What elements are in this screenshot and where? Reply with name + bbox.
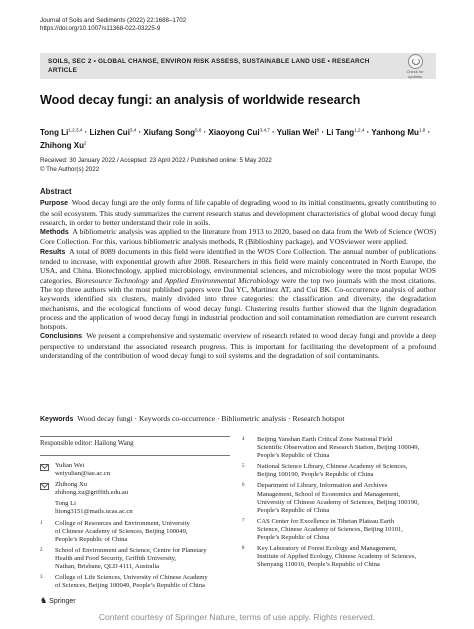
affiliation-number: 5 xyxy=(242,464,245,470)
keywords-text: Wood decay fungi · Keywords co-occurrence · Bibliometric analysis · Research hotspot xyxy=(77,414,345,423)
author[interactable]: Lizhen Cui$^{3,4}$ xyxy=(89,127,137,137)
publisher-name: Springer xyxy=(49,598,76,605)
affiliation-line: Tong Li xyxy=(55,500,76,508)
affiliation-number: 2 xyxy=(40,547,43,553)
affiliation-entry xyxy=(242,482,437,514)
affiliation-number: 3 xyxy=(40,575,43,581)
journal-citation: Journal of Soils and Sediments (2022) 22:1688–1702 xyxy=(40,17,187,24)
envelope-icon[interactable] xyxy=(40,464,49,471)
affiliation-line: Nathan, Brisbane, QLD 4111, Australia xyxy=(55,563,160,571)
author-list: Tong Li$^{1,2,3,4}$ · Lizhen Cui$^{3,4}$ · Xiufang Song$^{5,6}$ · Xiaoyong Cui$^{3,4,7}$ · Yulian Wei$^8$ · Li Tang$^{1,2,4}$ · Yanhong Mu$^{1,8}$ · Zhihong Xu$^2$ xyxy=(40,127,431,151)
doi-link[interactable]: https://doi.org/10.1007/s11368-022-03225-9 xyxy=(40,25,161,32)
affiliation-number: 8 xyxy=(242,546,245,552)
affiliation-number: 1 xyxy=(40,520,43,526)
journal-header xyxy=(40,17,186,33)
affiliation-line: People’s Republic of China xyxy=(55,535,128,543)
affiliation-line: Science, Chinese Academy of Sciences, Beijing 10101, xyxy=(257,525,403,533)
affiliation-entry xyxy=(242,436,437,460)
affiliation-number: 7 xyxy=(242,518,245,524)
affiliation-line: Beijing 100190, People’s Republic of China xyxy=(257,471,374,479)
affiliation-line: Management, School of Economics and Management, xyxy=(257,490,401,498)
affiliation-line: Shenyang 110016, People’s Republic of China xyxy=(257,561,380,569)
affiliation-line: Key Laboratory of Forest Ecology and Management, xyxy=(257,545,397,553)
affiliations-left xyxy=(40,462,235,593)
corresponding-author xyxy=(40,462,235,478)
affiliation-entry xyxy=(40,574,235,590)
footnote-divider-2 xyxy=(40,455,230,456)
affiliation-number: 4 xyxy=(242,437,245,442)
affiliation-line: People’s Republic of China xyxy=(257,506,330,514)
affiliation-line: Health and Food Security, Griffith University, xyxy=(55,554,177,562)
affiliation-line[interactable]: zhihong.xu@griffith.edu.au xyxy=(55,489,129,497)
check-for-updates-badge[interactable] xyxy=(400,54,430,79)
affiliation-line: Beijing Yanshan Earth Critical Zone National Field xyxy=(257,436,393,443)
affiliation-line: Scientific Observation and Research Station, Beijing 100049, xyxy=(257,444,420,452)
courtesy-notice: Content courtesy of Springer Nature, terms of use apply. Rights reserved. xyxy=(98,612,376,622)
author[interactable]: Li Tang$^{1,2,4}$ xyxy=(326,127,365,137)
author[interactable]: Yanhong Mu$^{1,8}$ xyxy=(371,127,426,137)
affiliation-entry xyxy=(40,520,235,544)
author[interactable]: Yulian Wei$^8$ xyxy=(276,127,320,137)
affiliation-line[interactable]: weiyulian@iae.ac.cn xyxy=(55,470,111,478)
affiliation-line: People’s Republic of China xyxy=(257,534,330,542)
springer-horse-icon: ♞ xyxy=(40,596,48,605)
affiliation-entry xyxy=(40,547,235,571)
affiliation-line[interactable]: litong3151@mails.ucas.ac.cn xyxy=(55,508,133,516)
keywords-label: Keywords xyxy=(40,416,74,423)
affiliation-line: of Chinese Academy of Sciences, Beijing 100049, xyxy=(55,527,188,535)
affiliation-line: University of Chinese Academy of Sciences, Beijing 100190, xyxy=(257,498,420,506)
author[interactable]: Zhihong Xu$^2$ xyxy=(40,140,87,151)
affiliation-line: College of Resources and Environment, University xyxy=(55,519,190,527)
envelope-icon[interactable] xyxy=(40,483,49,490)
affiliation-line: of Sciences, Beijing 100049, People’s Republic of China xyxy=(55,582,205,590)
affiliation-entry xyxy=(40,500,235,516)
affiliation-line: School of Environment and Science, Centre for Planetary xyxy=(55,546,207,554)
affiliation-number: 6 xyxy=(242,483,245,489)
affiliation-line: Yulian Wei xyxy=(55,462,85,469)
check-for-updates-label-2: updates xyxy=(407,73,423,79)
affiliation-line: Department of Library, Information and Archives xyxy=(257,482,388,490)
received-dates: Received: 30 January 2022 / Accepted: 23 April 2022 / Published online: 5 May 2022 xyxy=(40,157,272,164)
affiliation-entry xyxy=(242,545,437,569)
responsible-editor: Responsible editor: Hailong Wang xyxy=(40,440,134,447)
author[interactable]: Xiufang Song$^{5,6}$ xyxy=(143,127,202,137)
affiliation-line: National Science Library, Chinese Academy of Sciences, xyxy=(257,463,408,471)
section-banner xyxy=(40,53,436,79)
affiliation-line: Zhihong Xu xyxy=(55,481,88,489)
abstract-results: Results A total of 8089 documents in this field were identified in the WOS Core Collection. The annual number of publications tended to increase, with exponential growth after 2008. Researchers in this field were mainly concentrated in North Europe, the USA, and China. Biotechnology, applied microbiology, environmental sciences, and microbiology were the most popular WOS categories. Bioresource Technology and Applied Environmental Microbiology were the top two journals with the most citations. The top three authors with the most published papers were Dai YC, Martinez AT, and Cui BK. Co-occurrence analysis of author keywords identified six clusters, mainly divided into three categories: the classification and diversity, the degradation mechanisms, and the ecological functions of wood decay fungi. Clustering results further showed that the lignin degradation process and the application of wood decay fungi in industrial production and soil contamination remediation are current research hotspots. xyxy=(40,246,437,332)
author[interactable]: Xiaoyong Cui$^{3,4,7}$ xyxy=(208,127,270,137)
section-banner-text: SOILS, SEC 2 • GLOBAL CHANGE, ENVIRON RISK ASSESS, SUSTAINABLE LAND USE • RESEARCH ARTICLE xyxy=(48,58,370,74)
abstract-purpose: Purpose Wood decay fungi are the only forms of life capable of degrading wood to its initial constituents, greatly contributing to the soil ecosystem. This study summarizes the current research status and development characteristics of global wood decay fungi research, in order to better understand their role in soils. xyxy=(40,198,436,227)
copyright-notice: © The Author(s) 2022 xyxy=(40,165,100,173)
abstract-section xyxy=(40,187,436,360)
publisher-logo xyxy=(40,596,76,605)
check-for-updates-label: Check for xyxy=(406,69,424,74)
affiliation-line: College of Life Sciences, University of Chinese Academy xyxy=(55,574,208,582)
abstract-heading: Abstract xyxy=(40,187,72,196)
affiliation-line: Institute of Applied Ecology, Chinese Academy of Sciences, xyxy=(257,553,417,561)
check-for-updates-icon xyxy=(408,54,423,69)
article-title: Wood decay fungi: an analysis of worldwide research xyxy=(40,93,361,107)
affiliations-right xyxy=(242,436,437,572)
affiliation-line: CAS Center for Excellence in Tibetan Plateau Earth xyxy=(257,517,395,525)
affiliation-line: People’s Republic of China xyxy=(257,452,330,460)
corresponding-author xyxy=(40,481,235,497)
publication-dates xyxy=(40,157,272,174)
keywords-line xyxy=(40,414,436,423)
affiliation-entry xyxy=(242,463,437,479)
footnote-divider xyxy=(40,436,230,437)
author[interactable]: Tong Li$^{1,2,3,4}$ xyxy=(40,127,83,137)
abstract-methods: Methods A bibliometric analysis was applied to the literature from 1913 to 2020, based on data from the Web of Science (WOS) Core Collection. For this, various bibliometric analysis methods, R (Biblioshiny package), and VOSviewer were applied. xyxy=(40,227,436,247)
affiliation-entry xyxy=(242,518,437,542)
abstract-conclusions: Conclusions We present a comprehensive and systematic overview of research related to wood decay fungi and provide a deep perspective to understand the associated research progress. This is important for facilitating the development of a profound understanding of the contribution of wood decay fungi to soil systems and the degradation of soil contaminants. xyxy=(40,331,436,361)
